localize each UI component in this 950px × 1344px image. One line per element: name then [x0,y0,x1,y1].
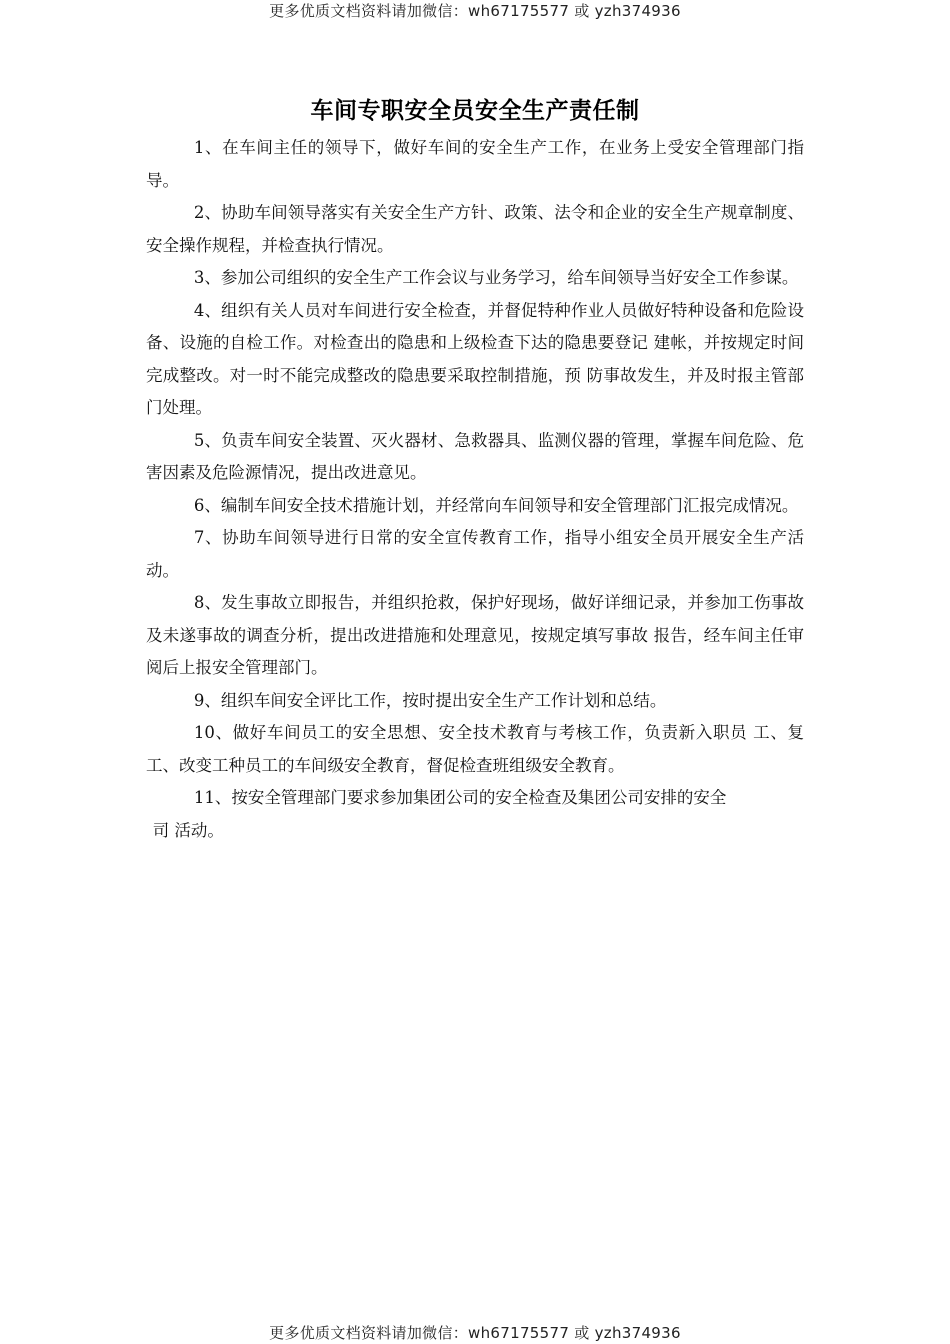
paragraph-6: 6、编制车间安全技术措施计划，并经常向车间领导和安全管理部门汇报完成情况。 [193,495,799,515]
paragraph-2: 2、协助车间领导落实有关安全生产方针、政策、法令和企业的安全生产规章制度、安全操作规程，并检查执行情况。 [146,203,804,255]
document-body [146,132,804,847]
paragraph-4: 4、组织有关人员对车间进行安全检查，并督促特种作业人员做好特种设备和危险设备、设施的自检工作。对检查出的隐患和上级检查下达的隐患要登记 建帐，并按规定时间完成整改。对一时不能完成整改的隐患要采取控制措施，预 防事故发生，并及时报主管部门处理。 [146,300,804,417]
header-watermark-text: 更多优质文档资料请加微信：wh67175577 或 yzh374936 [269,2,681,20]
paragraph-3: 3、参加公司组织的安全生产工作会议与业务学习，给车间领导当好安全工作参谋。 [193,268,799,287]
paragraph-10: 10、做好车间员工的安全思想、安全技术教育与考核工作，负责新入职员 工、复工、改变工种员工的车间级安全教育，督促检查班组级安全教育。 [146,723,804,775]
paragraph-11-tail: 司 活动。 [152,820,224,840]
paragraph-9: 9、组织车间安全评比工作，按时提出安全生产工作计划和总结。 [193,690,667,710]
paragraph-7: 7、协助车间领导进行日常的安全宣传教育工作，指导小组安全员开展安全生产活动。 [146,528,804,580]
paragraph-8: 8、发生事故立即报告，并组织抢救，保护好现场，做好详细记录，并参加工伤事故及未遂事故的调查分析，提出改进措施和处理意见，按规定填写事故 报告，经车间主任审阅后上报安全管理部门。 [146,593,804,677]
document-title: 车间专职安全员安全生产责任制 [310,98,640,124]
paragraph-11: 11、按安全管理部门要求参加集团公司的安全检查及集团公司安排的安全 [193,788,727,807]
footer-watermark-text: 更多优质文档资料请加微信：wh67175577 或 yzh374936 [269,1324,681,1342]
paragraph-5: 5、负责车间安全装置、灭火器材、急救器具、监测仪器的管理，掌握车间危险、危害因素及危险源情况，提出改进意见。 [146,430,804,482]
paragraph-1: 1、在车间主任的领导下，做好车间的安全生产工作，在业务上受安全管理部门指导。 [146,138,804,190]
